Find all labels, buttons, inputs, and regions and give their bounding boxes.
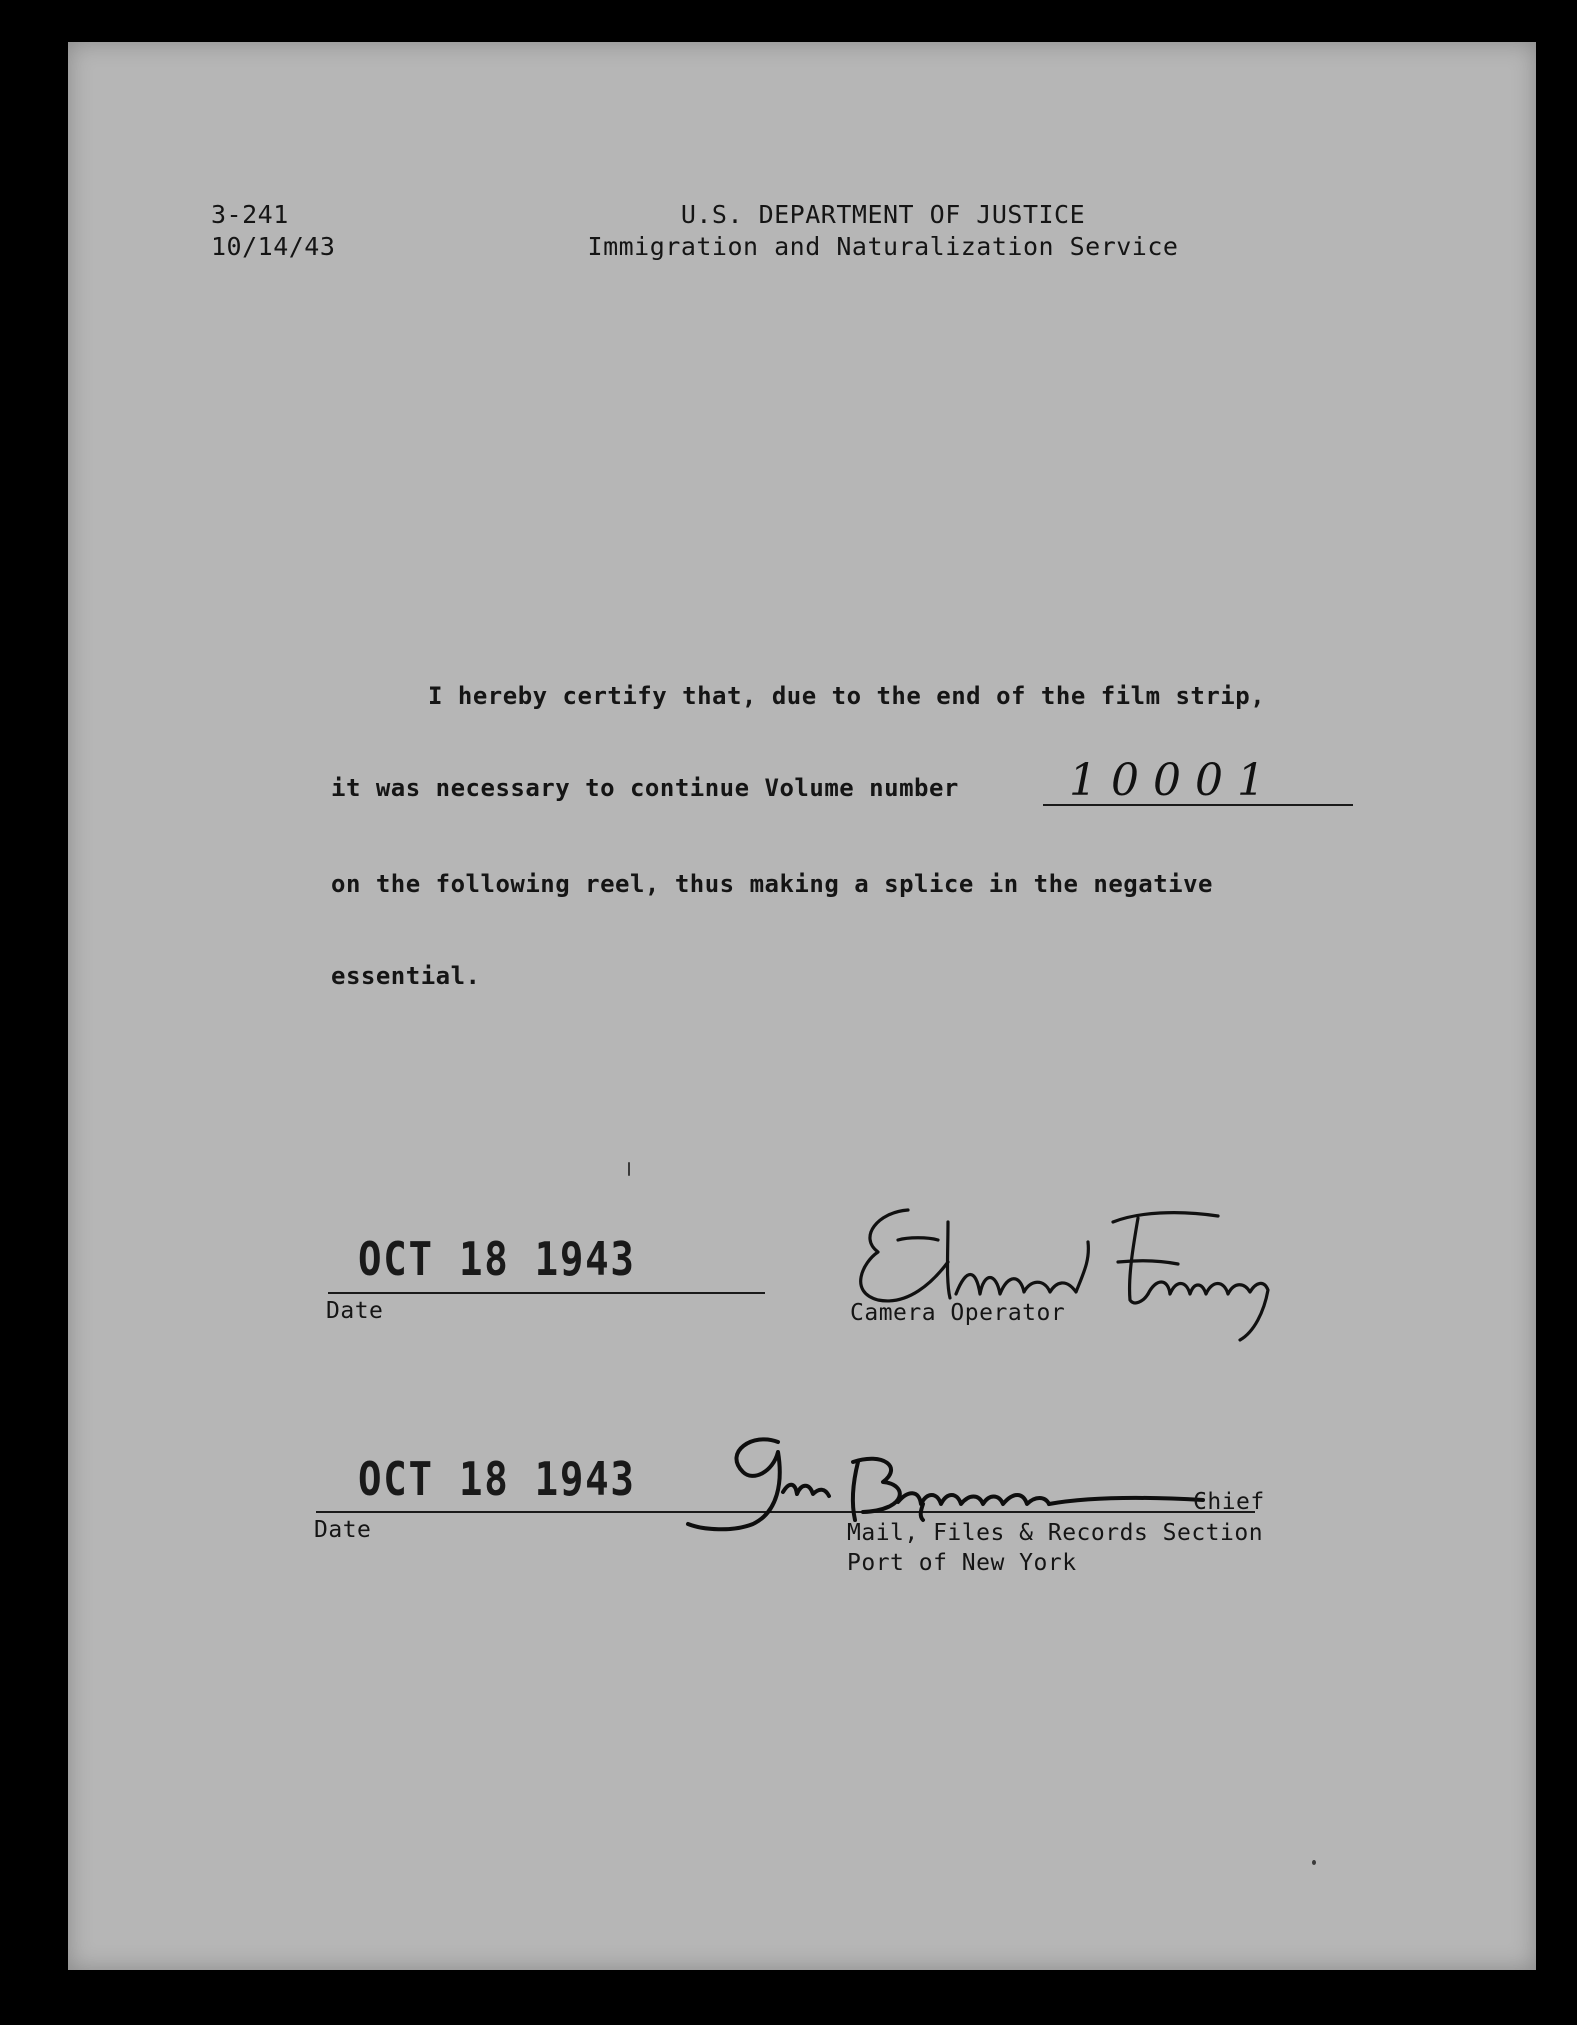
certification-line-2: it was necessary to continue Volume number (331, 774, 959, 802)
chief-label: Chief (1193, 1489, 1265, 1515)
port-label: Port of New York (847, 1550, 1077, 1576)
form-number (211, 199, 335, 263)
paper-speck (628, 1162, 630, 1176)
date-stamp-camera: OCT 18 1943 (358, 1232, 636, 1286)
date-label-chief: Date (314, 1517, 372, 1543)
department-label: Mail, Files & Records Section (847, 1520, 1264, 1546)
date-line-camera (328, 1292, 765, 1294)
paper-speck (1312, 1860, 1316, 1865)
page-shading (68, 42, 1536, 1970)
service-name: Immigration and Naturalization Service (587, 232, 1179, 261)
department-name: U.S. DEPARTMENT OF JUSTICE (680, 200, 1086, 229)
volume-number-field (1043, 755, 1353, 806)
certification-line-3: on the following reel, thus making a splice in the negative (331, 870, 1214, 898)
certification-line-1: I hereby certify that, due to the end of the film strip, (428, 682, 1266, 710)
volume-number-handwritten: 10001 (1069, 755, 1279, 806)
form-date: 10/14/43 (211, 232, 336, 261)
certification-line-4: essential. (331, 962, 481, 990)
agency-header (468, 199, 1298, 263)
date-stamp-chief: OCT 18 1943 (358, 1452, 636, 1506)
form-code: 3-241 (211, 200, 289, 229)
date-label-camera: Date (326, 1298, 384, 1324)
camera-operator-label: Camera Operator (850, 1300, 1066, 1326)
document-page (68, 42, 1536, 1970)
